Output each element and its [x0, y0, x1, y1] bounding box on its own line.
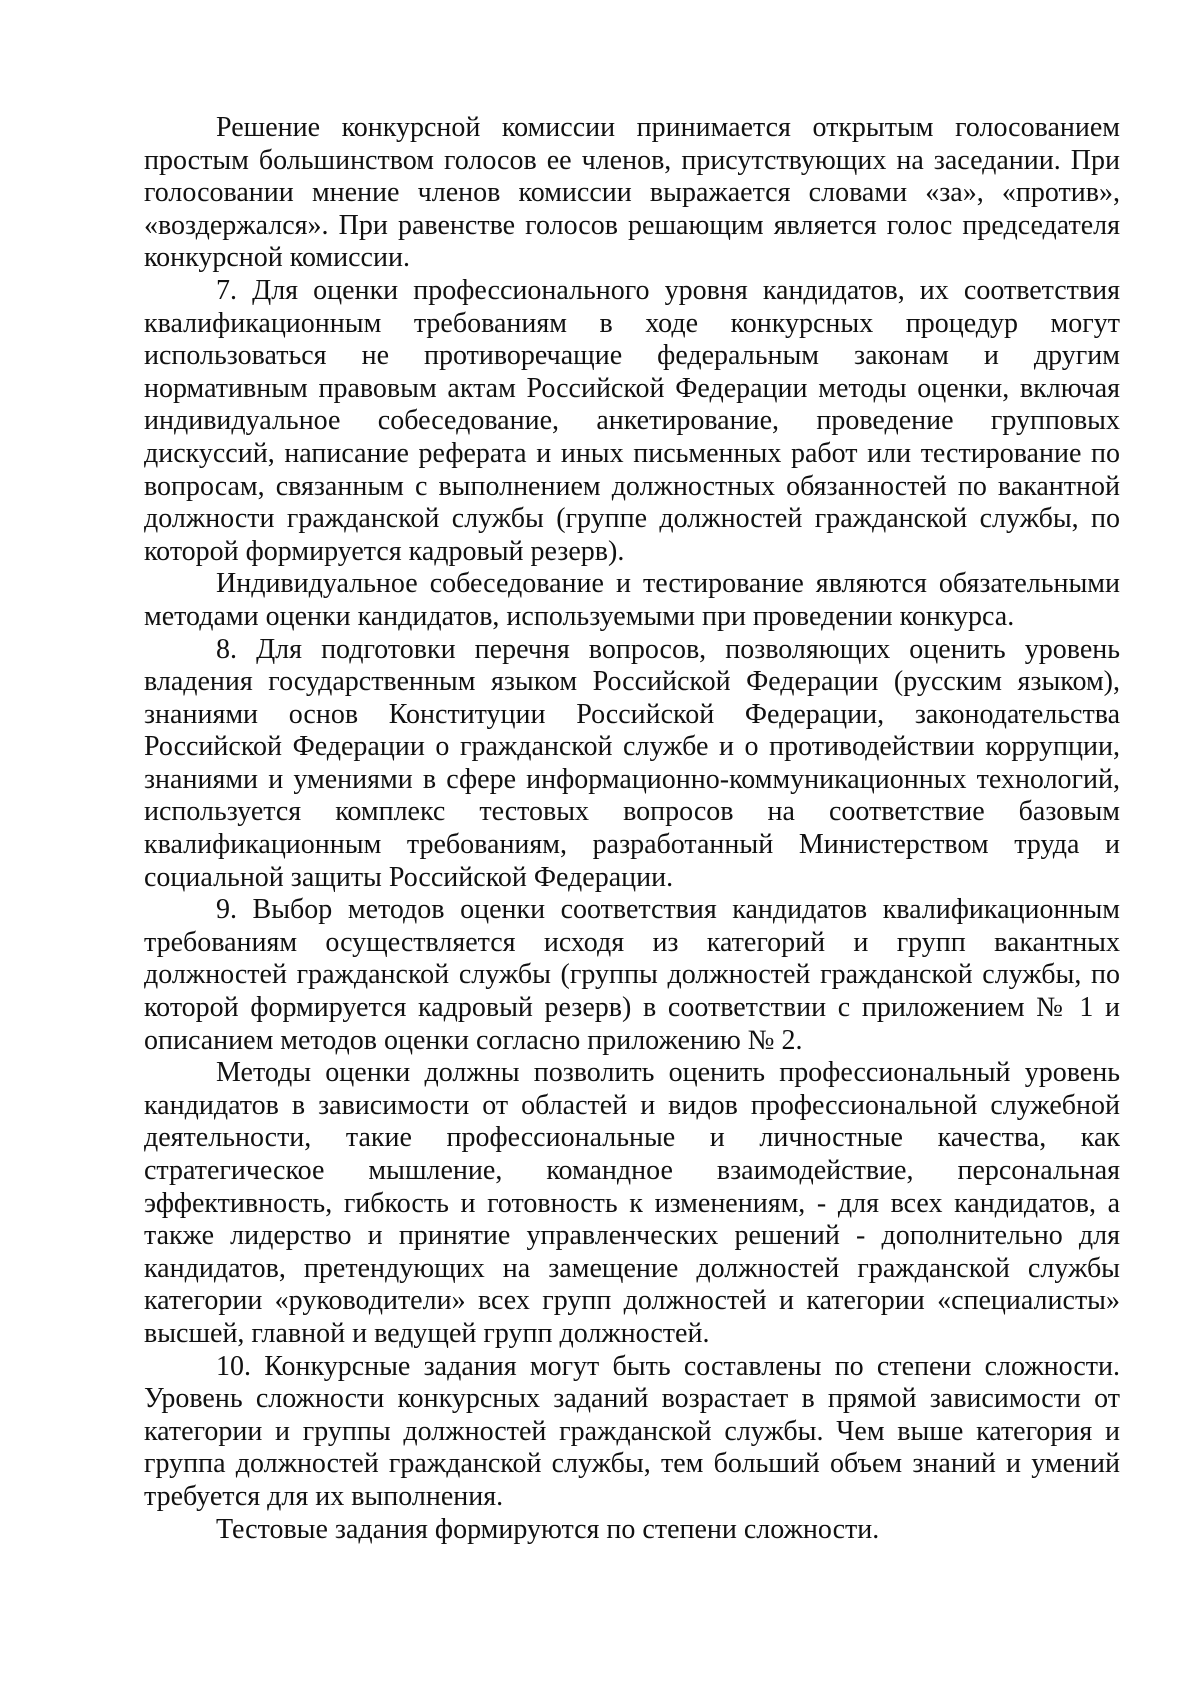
paragraph-item-10: 10. Конкурсные задания могут быть составлены по степени сложности. Уровень сложности конкурсных заданий возрастает в прямой зависимости от категории и группы должностей гражданской службы. Чем выше категория и группа должностей гражданской службы, тем больший объем знаний и умений требуется для их выполнения. — [144, 1350, 1120, 1512]
document-body — [144, 112, 1120, 1546]
paragraph-item-9: 9. Выбор методов оценки соответствия кандидатов квалификационным требованиям осуществляется исходя из категорий и групп вакантных должностей гражданской службы (группы должностей гражданской службы, по которой формируется кадровый резерв) в соответствии с приложением № 1 и описанием методов оценки согласно приложению № 2. — [144, 894, 1120, 1056]
paragraph-item-7: 7. Для оценки профессионального уровня кандидатов, их соответствия квалификационным требованиям в ходе конкурсных процедур могут использоваться не противоречащие федеральным законам и другим нормативным правовым актам Российской Федерации методы оценки, включая индивидуальное собеседование, анкетирование, проведение групповых дискуссий, написание реферата и иных письменных работ или тестирование по вопросам, связанным с выполнением должностных обязанностей по вакантной должности гражданской службы (группе должностей гражданской службы, по которой формируется кадровый резерв). — [144, 274, 1120, 567]
paragraph-test-tasks: Тестовые задания формируются по степени сложности. — [216, 1513, 880, 1545]
paragraph-assessment-methods: Методы оценки должны позволить оценить профессиональный уровень кандидатов в зависимости от областей и видов профессиональной служебной деятельности, такие профессиональные и личностные качества, как стратегическое мышление, командное взаимодействие, персональная эффективность, гибкость и готовность к изменениям, - для всех кандидатов, а также лидерство и принятие управленческих решений - дополнительно для кандидатов, претендующих на замещение должностей гражданской службы категории «руководители» всех групп должностей и категории «специалисты» высшей, главной и ведущей групп должностей. — [144, 1057, 1120, 1349]
paragraph-voting-decision: Решение конкурсной комиссии принимается открытым голосованием простым большинством голосов ее членов, присутствующих на заседании. При голосовании мнение членов комиссии выражается словами «за», «против», «воздержался». При равенстве голосов решающим является голос председателя конкурсной комиссии. — [144, 112, 1120, 274]
paragraph-mandatory-methods: Индивидуальное собеседование и тестирование являются обязательными методами оценки кандидатов, используемыми при проведении конкурса. — [144, 568, 1120, 632]
paragraph-item-8: 8. Для подготовки перечня вопросов, позволяющих оценить уровень владения государственным языком Российской Федерации (русским языком), знаниями основ Конституции Российской Федерации, законодательства Российской Федерации о гражданской службе и о противодействии коррупции, знаниями и умениями в сфере информационно-коммуникационных технологий, используется комплекс тестовых вопросов на соответствие базовым квалификационным требованиям, разработанный Министерством труда и социальной защиты Российской Федерации. — [144, 633, 1120, 893]
